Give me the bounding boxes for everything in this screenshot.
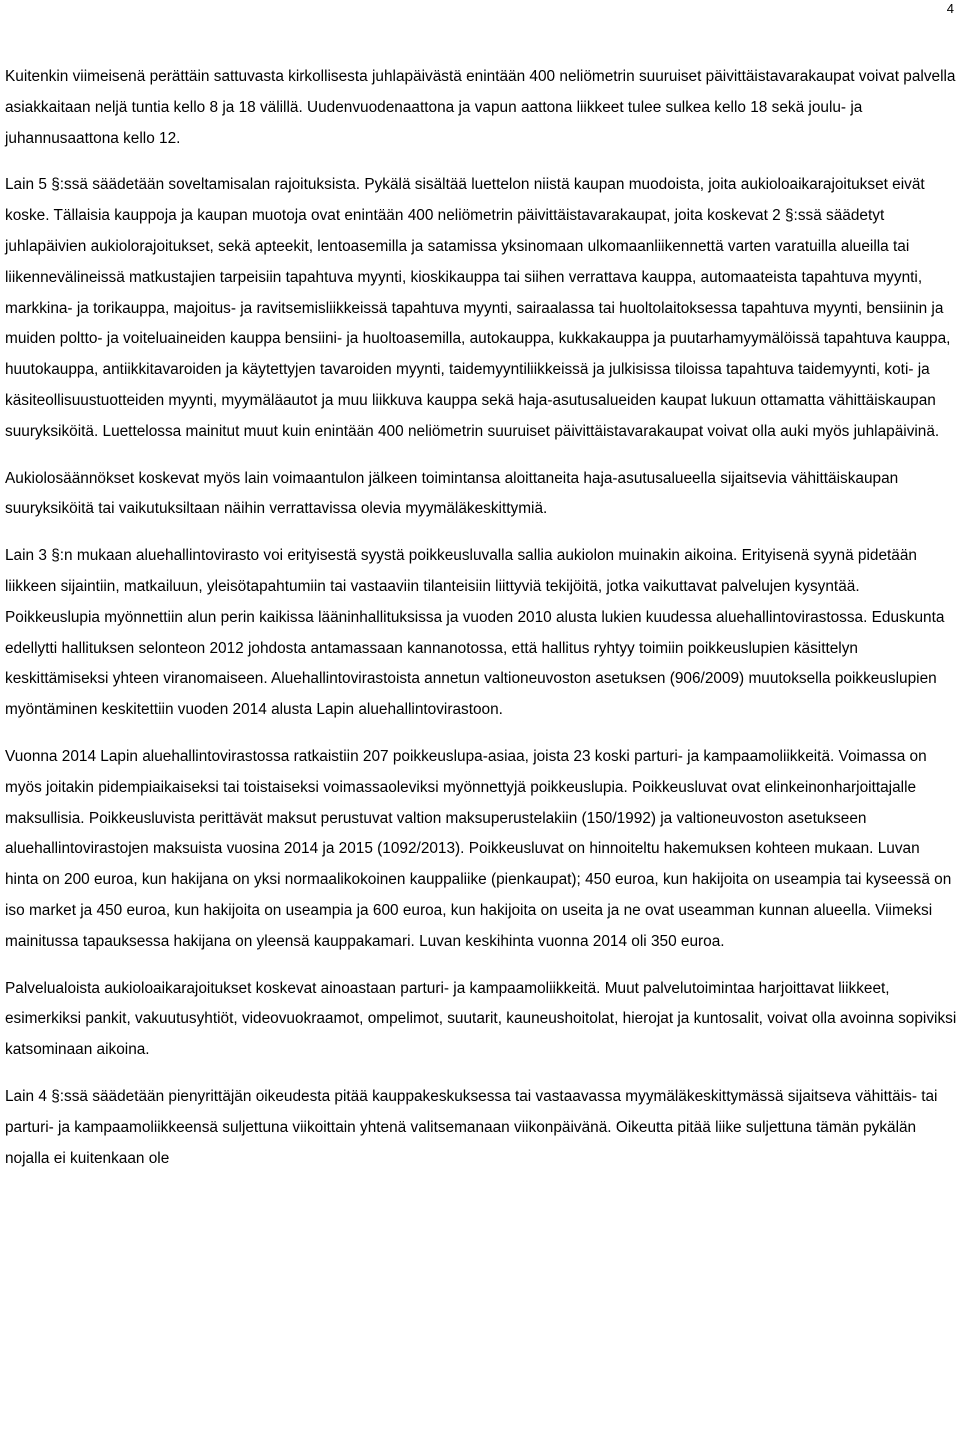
document-body	[5, 62, 957, 1190]
paragraph-poikkeuslupa-maksut: Vuonna 2014 Lapin aluehallintovirastossa ratkaistiin 207 poikkeuslupa-asiaa, joista 23 koski parturi- ja kampaamoliikkeitä. Voimassa on myös joitakin pidempiaikaiseksi tai toistaiseksi voimassaoleviksi myönnettyjä poikkeuslupia. Poikkeusluvat ovat elinkeinonharjoittajalle maksullisia. Poikkeusluvista perittävät maksut perustuvat valtion maksuperustelakiin (150/1992) ja valtioneuvoston asetukseen aluehallintovirastojen maksuista vuosina 2014 ja 2015 (1092/2013). Poikkeusluvat on hinnoiteltu hakemuksen kohteen mukaan. Luvan hinta on 200 euroa, kun hakijana on yksi normaalikokoinen kauppaliike (pienkaupat); 450 euroa, kun hakijoita on useampia tai kyseessä on iso market ja 450 euroa, kun hakijoita on useampia ja 600 euroa, kun hakijoita on useita ja ne ovat useamman kunnan alueella. Viimeksi mainitussa tapauksessa hakijana on yleensä kauppakamari. Luvan keskihinta vuonna 2014 oli 350 euroa.	[5, 747, 952, 950]
paragraph-juhlapaivat: Kuitenkin viimeisenä perättäin sattuvasta kirkollisesta juhlapäivästä enintään 400 neliömetrin suuruiset päivittäistavarakaupat voivat palvella asiakkaitaan neljä tuntia kello 8 ja 18 välillä. Uudenvuodenaattona ja vapun aattona liikkeet tulee sulkea kello 18 sekä joulu- ja juhannusaattona kello 12.	[5, 68, 956, 147]
paragraph-pienyrittaja: Lain 4 §:ssä säädetään pienyrittäjän oikeudesta pitää kauppakeskuksessa tai vastaavassa myymäläkeskittymässä sijaitseva vähittäis- tai parturi- ja kampaamoliikkeensä suljettuna viikoittain yhtenä valitsemanaan viikonpäivänä. Oikeutta pitää liike suljettuna tämän pykälän nojalla ei kuitenkaan ole	[5, 1087, 938, 1167]
paragraph-poikkeuslupa: Lain 3 §:n mukaan aluehallintovirasto voi erityisestä syystä poikkeusluvalla sallia aukiolon muinakin aikoina. Erityisenä syynä pidetään liikkeen sijaintiin, matkailuun, yleisötapahtumiin tai vastaaviin tilanteisiin liittyviä tekijöitä, jotka vaikuttavat palvelujen kysyntää. Poikkeuslupia myönnettiin alun perin kaikissa lääninhallituksissa ja vuoden 2010 alusta lukien kuudessa aluehallintovirastossa. Eduskunta edellytti hallituksen selonteon 2012 johdosta antamassaan kannanotossa, että hallitus ryhtyy toimiin poikkeuslupien käsittelyn keskittämiseksi yhteen viranomaiseen. Aluehallintovirastoista annetun valtioneuvoston asetuksen (906/2009) muutoksella poikkeuslupien myöntäminen keskitettiin vuoden 2014 alusta Lapin aluehallintovirastoon.	[5, 547, 945, 719]
page-number: 4	[946, 1, 954, 16]
paragraph-aukiolosaannokset: Aukiolosäännökset koskevat myös lain voimaantulon jälkeen toimintansa aloittaneita haja-asutusalueella sijaitsevia vähittäiskaupan suuryksiköitä tai vaikutuksiltaan näihin verrattavissa olevia myymäläkeskittymiä.	[5, 469, 899, 518]
paragraph-palvelualat: Palvelualoista aukioloaikarajoitukset koskevat ainoastaan parturi- ja kampaamoliikkeitä. Muut palvelutoimintaa harjoittavat liikkeet, esimerkiksi pankit, vakuutusyhtiöt, videovuokraamot, ompelimot, suutarit, kauneushoitolat, hierojat ja kuntosalit, voivat olla avoinna sopiviksi katsominaan aikoina.	[5, 979, 957, 1059]
paragraph-soveltamisala: Lain 5 §:ssä säädetään soveltamisalan rajoituksista. Pykälä sisältää luettelon niistä kaupan muodoista, joita aukioloaikarajoitukset eivät koske. Tällaisia kauppoja ja kaupan muotoja ovat enintään 400 neliömetrin päivittäistavarakaupat, joita koskevat 2 §:ssä säädetyt juhlapäivien aukiolorajoitukset, sekä apteekit, lentoasemilla ja satamissa yksinomaan ulkomaanliikennettä varten varatuilla alueilla tai liikennevälineissä matkustajien tarpeisiin tapahtuva myynti, kioskikauppa tai siihen verrattava kauppa, automaateista tapahtuva myynti, markkina- ja torikauppa, majoitus- ja ravitsemisliikkeissä tapahtuva myynti, sairaalassa tai huoltolaitoksessa tapahtuva myynti, bensiinin ja muiden poltto- ja voiteluaineiden kauppa bensiini- ja huoltoasemilla, autokauppa, kukkakauppa ja puutarhamyymälöissä tapahtuva kauppa, huutokauppa, antiikkitavaroiden ja käytettyjen tavaroiden myynti, taidemyyntiliikkeissä ja julkisissa tiloissa tapahtuva taidemyynti, koti- ja käsiteollisuustuotteiden myynti, myymäläautot ja muu liikkuva kauppa sekä haja-asutusalueiden kaupat lukuun ottamatta vähittäiskaupan suuryksiköitä. Luettelossa mainitut muut kuin enintään 400 neliömetrin suuruiset päivittäistavarakaupat voivat olla auki myös juhlapäivinä.	[5, 176, 951, 440]
